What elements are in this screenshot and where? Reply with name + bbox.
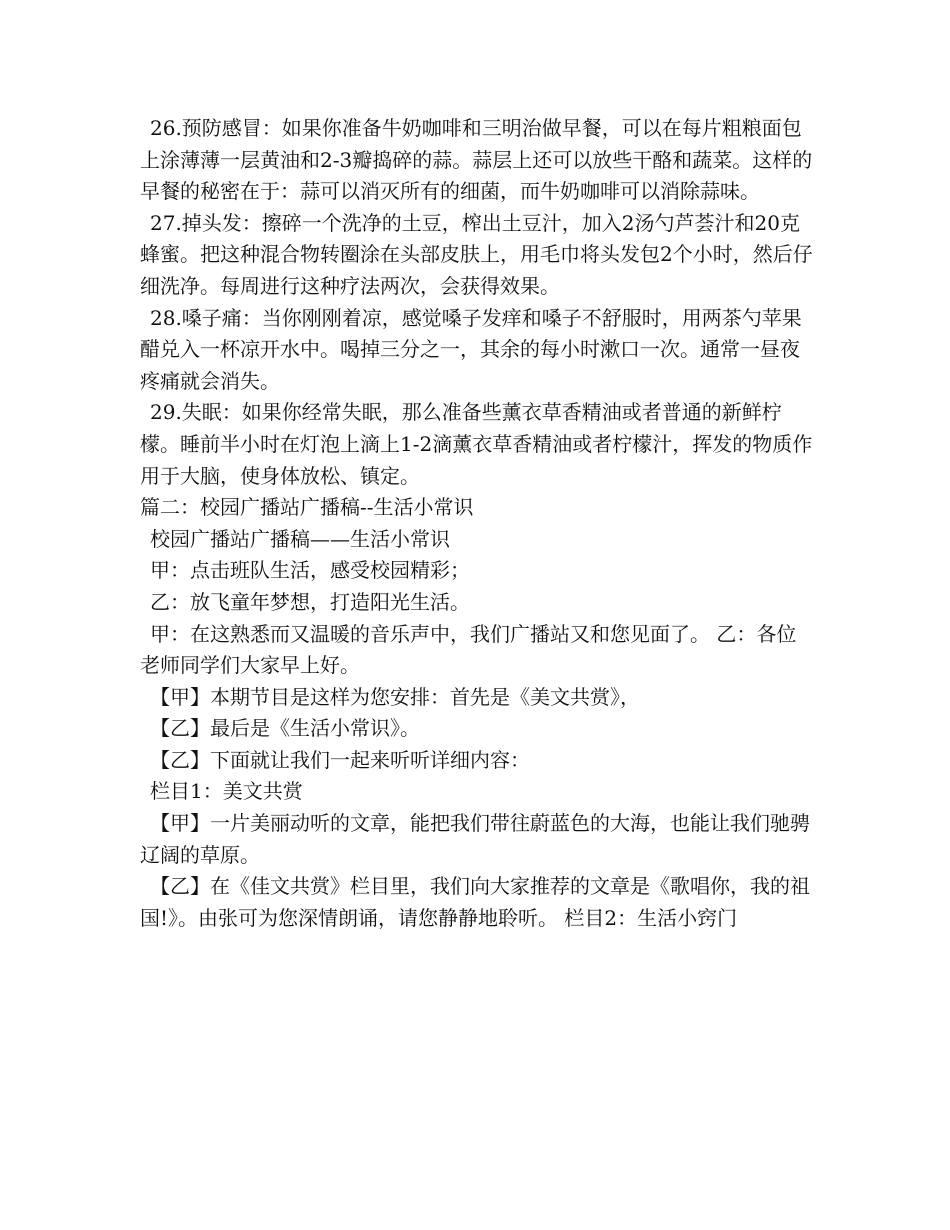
- column-heading: 栏目1：美文共赏: [150, 779, 303, 804]
- dialogue-line: 【甲】本期节目是这样为您安排：首先是《美文共赏》，: [150, 684, 640, 709]
- paragraph-cold-prevention: 26.预防感冒：如果你准备牛奶咖啡和三明治做早餐，可以在每片粗粮面包上涂薄薄一层黄油和2-3瓣捣碎的蒜。蒜层上还可以放些干酪和蔬菜。这样的早餐的秘密在于：蒜可以消灭所有的细菌，而牛奶咖啡可以消除蒜味。: [140, 116, 813, 204]
- dialogue-line: 甲：在这熟悉而又温暖的音乐声中，我们广播站又和您见面了。 乙：各位老师同学们大家早上好。: [140, 621, 797, 678]
- dialogue-line: 乙：放飞童年梦想，打造阳光生活。: [150, 589, 470, 614]
- dialogue-line: 【乙】下面就让我们一起来听听详细内容：: [150, 747, 530, 772]
- dialogue-line: 【乙】最后是《生活小常识》。: [150, 716, 420, 741]
- paragraph-sore-throat: 28.嗓子痛：当你刚刚着凉，感觉嗓子发痒和嗓子不舒服时，用两茶勺苹果醋兑入一杯凉开水中。喝掉三分之一，其余的每小时漱口一次。通常一昼夜疼痛就会消失。: [140, 305, 802, 393]
- dialogue-line: 【甲】一片美丽动听的文章，能把我们带往蔚蓝色的大海，也能让我们驰骋辽阔的草原。: [140, 811, 810, 867]
- broadcast-title: 校园广播站广播稿——生活小常识: [150, 526, 450, 551]
- dialogue-line: 甲：点击班队生活，感受校园精彩；: [150, 558, 470, 583]
- paragraph-insomnia: 29.失眠：如果你经常失眠，那么准备些薰衣草香精油或者普通的新鲜柠檬。睡前半小时在灯泡上滴上1-2滴薰衣草香精油或者柠檬汁，挥发的物质作用于大脑，使身体放松、镇定。: [140, 400, 813, 488]
- section-heading: 篇二：校园广播站广播稿--生活小常识: [140, 495, 474, 520]
- paragraph-hair-loss: 27.掉头发：擦碎一个洗净的土豆，榨出土豆汁，加入2汤勺芦荟汁和20克蜂蜜。把这种混合物转圈涂在头部皮肤上，用毛巾将头发包2个小时，然后仔细洗净。每周进行这种疗法两次，会获得效果。: [140, 210, 813, 298]
- document-page: [140, 113, 815, 934]
- dialogue-line: 【乙】在《佳文共赏》栏目里，我们向大家推荐的文章是《歌唱你，我的祖国!》。由张可为您深情朗诵，请您静静地聆听。 栏目2：生活小窍门: [140, 874, 810, 930]
